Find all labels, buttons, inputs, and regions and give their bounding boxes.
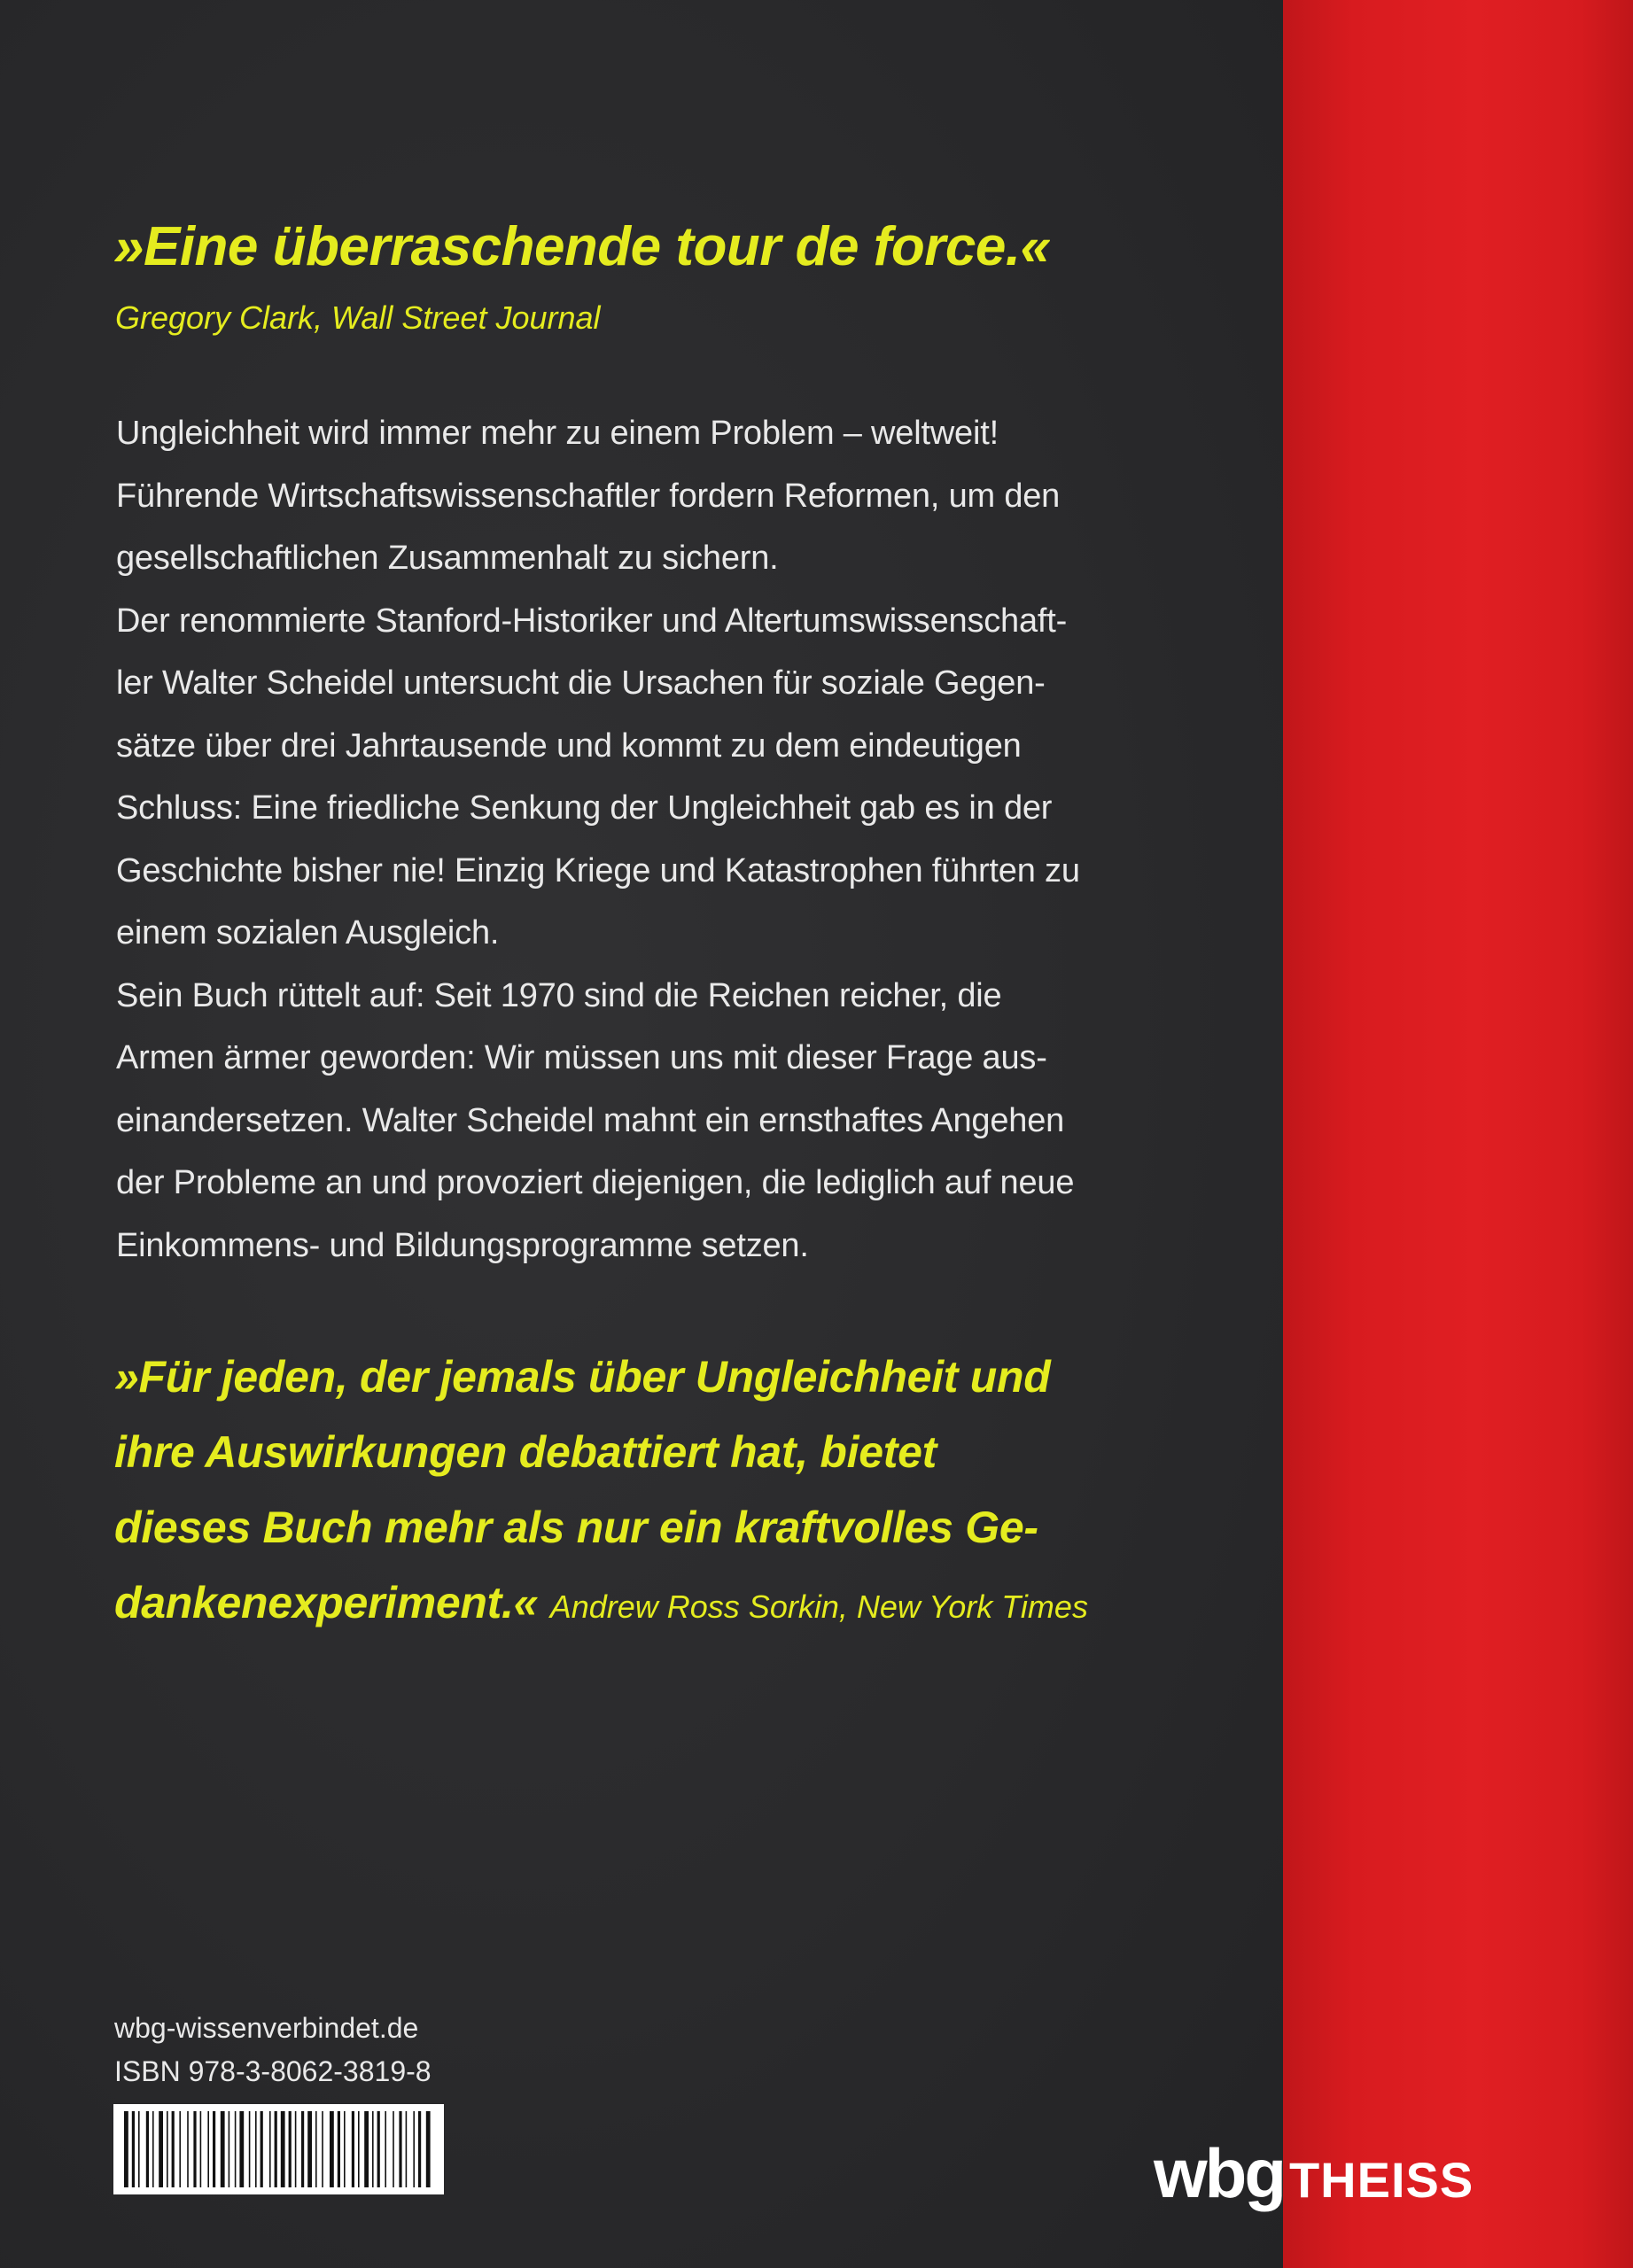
bottom-quote <box>114 1340 1257 1644</box>
barcode-bar <box>193 2111 196 2187</box>
publisher-logo <box>1154 2133 1474 2213</box>
barcode-bar <box>159 2111 163 2187</box>
barcode-bar <box>406 2111 408 2187</box>
barcode-bar <box>330 2111 334 2187</box>
barcode-bar <box>269 2111 271 2187</box>
barcode-bar <box>393 2111 394 2187</box>
barcode-bar <box>275 2111 277 2187</box>
barcode-bar <box>377 2111 380 2187</box>
top-quote: »Eine überraschende tour de force.« <box>113 216 1051 277</box>
barcode-bar <box>372 2111 374 2187</box>
barcode-bar <box>124 2111 128 2187</box>
barcode-bar <box>221 2111 225 2187</box>
barcode-bar <box>281 2111 285 2187</box>
barcode-bar <box>167 2111 168 2187</box>
barcode-bar <box>315 2111 317 2187</box>
barcode-bar <box>207 2111 209 2187</box>
barcode-bar <box>322 2111 323 2187</box>
barcode-bar <box>295 2111 297 2187</box>
logo-theiss-mark: THEISS <box>1288 2152 1474 2208</box>
barcode-bar <box>229 2111 230 2187</box>
barcode-bar <box>418 2111 421 2187</box>
barcode-bar <box>132 2111 135 2187</box>
barcode-bar <box>399 2111 401 2187</box>
barcode-bar <box>200 2111 202 2187</box>
bottom-quote-source: Andrew Ross Sorkin, New York Times <box>549 1588 1088 1625</box>
barcode-bar <box>235 2111 237 2187</box>
spine <box>1283 0 1633 2268</box>
barcode-bar <box>172 2111 175 2187</box>
publisher-website: wbg-wissenverbindet.de <box>114 2012 419 2044</box>
barcode-bar <box>301 2111 304 2187</box>
barcode-bar <box>426 2111 431 2187</box>
barcode-bar <box>261 2111 263 2187</box>
barcode-bar <box>213 2111 215 2187</box>
blurb-text: Ungleichheit wird immer mehr zu einem Problem – weltweit! Führende Wirtschaftswissenschaftler fordern Reformen, um den gesellschaftlichen Zusammenhalt zu sichern. Der renommierte Stanford-Historiker und Altertumswissenschaft- ler Walter Scheidel untersucht die Ursachen für soziale Gegen- sätze über drei Jahrtausende und kommt zu dem eindeutigen Schluss: Eine friedliche Senkung der Ungleichheit gab es in der Geschichte bisher nie! Einzig Kriege und Katastrophen führten zu einem sozialen Ausgleich. Sein Buch rüttelt auf: Seit 1970 sind die Reichen reicher, die Armen ärmer geworden: Wir müssen uns mit dieser Frage aus- einandersetzen. Walter Scheidel mahnt ein ernsthaftes Angehen der Probleme an und provoziert diejenigen, die lediglich auf neue Einkommens- und Bildungsprogramme setzen. <box>116 415 1080 1264</box>
barcode-bar <box>179 2111 181 2187</box>
barcode-bar <box>364 2111 369 2187</box>
barcode-bar <box>146 2111 149 2187</box>
logo-wbg-mark: wbg <box>1154 2134 1284 2212</box>
barcode-bar <box>187 2111 189 2187</box>
barcode-bar <box>255 2111 257 2187</box>
barcode-bar <box>152 2111 154 2187</box>
barcode-bar <box>239 2111 244 2187</box>
barcode-bar <box>307 2111 312 2187</box>
barcode-bar <box>358 2111 360 2187</box>
bottom-quote-text: »Für jeden, der jemals über Ungleichheit und ihre Auswirkungen debattiert hat, bietet dieses Buch mehr als nur ein kraftvolles Ge- dankenexperiment.« <box>114 1352 1051 1627</box>
isbn-number: ISBN 978-3-8062-3819-8 <box>114 2055 432 2087</box>
barcode-bar <box>344 2111 346 2187</box>
barcode-image <box>113 2104 444 2194</box>
top-quote-source: Gregory Clark, Wall Street Journal <box>115 299 601 336</box>
barcode-bar <box>352 2111 354 2187</box>
barcode-bar <box>138 2111 140 2187</box>
barcode-bar <box>413 2111 415 2187</box>
barcode-bar <box>289 2111 292 2187</box>
barcode-bar <box>338 2111 340 2187</box>
barcode-bar <box>249 2111 251 2187</box>
barcode-bar <box>385 2111 386 2187</box>
